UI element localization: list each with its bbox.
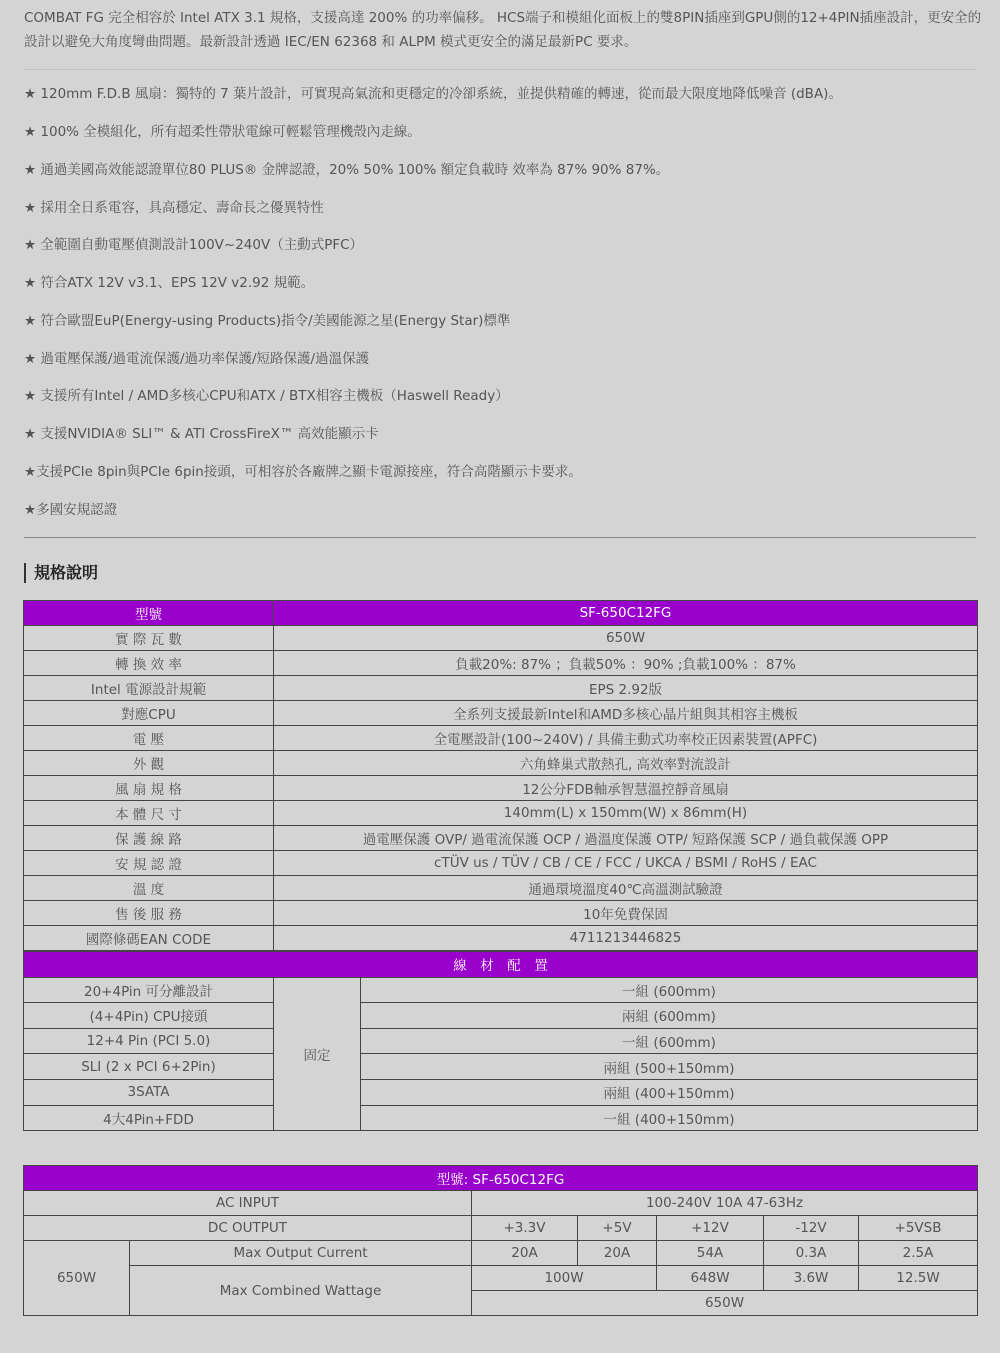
spec-label: 電 壓 xyxy=(24,726,274,751)
table-row xyxy=(24,726,978,751)
spec-label: 售 後 服 務 xyxy=(24,901,274,926)
spec-value: cTÜV us / TÜV / CB / CE / FCC / UKCA / BSMI / RoHS / EAC xyxy=(274,851,978,876)
spec-value: EPS 2.92版 xyxy=(274,676,978,701)
rail-label: -12V xyxy=(764,1216,859,1241)
table-row xyxy=(24,1079,978,1105)
rail-label: +12V xyxy=(657,1216,764,1241)
feature-item: ★ 採用全日系電容，具高穩定、壽命長之優異特性 xyxy=(24,200,324,216)
feature-item: ★ 符合歐盟EuP(Energy-using Products)指令/美國能源之星(Energy Star)標準 xyxy=(24,313,511,329)
table-row xyxy=(24,1054,978,1080)
spec-label: 保 護 線 路 xyxy=(24,826,274,851)
spec-value: 4711213446825 xyxy=(274,926,978,951)
spec-label: 實 際 瓦 數 xyxy=(24,626,274,651)
cable-header: 線 材 配 置 xyxy=(24,952,978,978)
table-row xyxy=(24,676,978,701)
spec-label: 安 規 認 證 xyxy=(24,851,274,876)
spec-header-row xyxy=(24,601,978,626)
spec-label: 外 觀 xyxy=(24,751,274,776)
spec-value: 全系列支援最新Intel和AMD多核心晶片組與其相容主機板 xyxy=(274,701,978,726)
feature-item: ★ 符合ATX 12V v3.1、EPS 12V v2.92 規範。 xyxy=(24,275,315,291)
max-current-value: 20A xyxy=(578,1241,657,1266)
feature-item: ★ 支援所有Intel / AMD多核心CPU和ATX / BTX相容主機板（Haswell Ready） xyxy=(24,388,509,404)
feature-item: ★ 過電壓保護/過電流保護/過功率保護/短路保護/過溫保護 xyxy=(24,351,370,367)
table-row xyxy=(24,651,978,676)
spec-label: 轉 換 效 率 xyxy=(24,651,274,676)
combined-total-value: 650W xyxy=(472,1291,978,1316)
table-row xyxy=(24,977,978,1003)
power-header-row xyxy=(24,1166,978,1191)
ac-input-value: 100-240V 10A 47-63Hz xyxy=(472,1191,978,1216)
feature-item: ★ 全範圍自動電壓偵測設計100V~240V（主動式PFC） xyxy=(24,237,364,253)
cable-qty: 兩組 (500+150mm) xyxy=(361,1054,978,1080)
dc-output-label: DC OUTPUT xyxy=(24,1216,472,1241)
max-current-label: Max Output Current xyxy=(130,1241,472,1266)
table-row xyxy=(24,1191,978,1216)
feature-item: ★ 100% 全模組化，所有超柔性帶狀電線可輕鬆管理機殼內走線。 xyxy=(24,124,421,140)
spec-value: 負載20%: 87% ；負載50% ：90% ;負載100% ：87% xyxy=(274,651,978,676)
combined-wattage-value: 100W xyxy=(472,1266,657,1291)
divider xyxy=(24,537,976,538)
spec-table xyxy=(23,600,978,951)
spec-value: 全電壓設計(100~240V) / 具備主動式功率校正因素裝置(APFC) xyxy=(274,726,978,751)
power-table xyxy=(23,1165,978,1316)
feature-item: ★ 支援NVIDIA® SLI™ & ATI CrossFireX™ 高效能顯示卡 xyxy=(24,426,379,442)
cable-name: SLI (2 x PCI 6+2Pin) xyxy=(24,1054,274,1080)
table-row xyxy=(24,926,978,951)
table-row xyxy=(24,1028,978,1054)
cable-qty: 一組 (400+150mm) xyxy=(361,1105,978,1131)
cable-header-row xyxy=(24,952,978,978)
section-title: 規格說明 xyxy=(24,563,98,583)
table-row xyxy=(24,626,978,651)
max-current-value: 2.5A xyxy=(859,1241,978,1266)
cable-name: 3SATA xyxy=(24,1079,274,1105)
cable-name: 4大4Pin+FDD xyxy=(24,1105,274,1131)
spec-value: 通過環境溫度40℃高溫測試驗證 xyxy=(274,876,978,901)
cable-name: 12+4 Pin (PCI 5.0) xyxy=(24,1028,274,1054)
table-row xyxy=(24,751,978,776)
spec-label: 國際條碼EAN CODE xyxy=(24,926,274,951)
table-row xyxy=(24,851,978,876)
combined-wattage-label: Max Combined Wattage xyxy=(130,1266,472,1316)
rail-label: +3.3V xyxy=(472,1216,578,1241)
spec-value: 10年免費保固 xyxy=(274,901,978,926)
wattage-label: 650W xyxy=(24,1241,130,1316)
table-row xyxy=(24,1266,978,1291)
cable-qty: 兩組 (600mm) xyxy=(361,1003,978,1029)
power-header: 型號: SF-650C12FG xyxy=(24,1166,978,1191)
ac-input-label: AC INPUT xyxy=(24,1191,472,1216)
spec-header-model: SF-650C12FG xyxy=(274,601,978,626)
table-row xyxy=(24,801,978,826)
cable-qty: 兩組 (400+150mm) xyxy=(361,1079,978,1105)
spec-value: 650W xyxy=(274,626,978,651)
table-row xyxy=(24,701,978,726)
combined-wattage-value: 3.6W xyxy=(764,1266,859,1291)
spec-header-label: 型號 xyxy=(24,601,274,626)
cable-table xyxy=(23,951,978,1131)
feature-item: ★ 120mm F.D.B 風扇：獨特的 7 葉片設計，可實現高氣流和更穩定的冷卻系統，並提供精確的轉速，從而最大限度地降低噪音 (dBA)。 xyxy=(24,86,842,102)
divider xyxy=(24,69,976,70)
table-row xyxy=(24,826,978,851)
cable-name: 20+4Pin 可分離設計 xyxy=(24,977,274,1003)
intro-paragraph: COMBAT FG 完全相容於 Intel ATX 3.1 規格，支援高達 200% 的功率偏移。 HCS端子和模組化面板上的雙8PIN插座到GPU側的12+4PIN插座設計，更安全的設計以避免大角度彎曲問題。最新設計透過 IEC/EN 62368 和 ALPM 模式更安全的滿足最新PC 要求。 xyxy=(24,10,982,50)
table-row xyxy=(24,1241,978,1266)
rail-label: +5VSB xyxy=(859,1216,978,1241)
cable-qty: 一組 (600mm) xyxy=(361,1028,978,1054)
table-row xyxy=(24,1216,978,1241)
feature-item: ★支援PCIe 8pin與PCIe 6pin接頭，可相容於各廠牌之顯卡電源接座，符合高階顯示卡要求。 xyxy=(24,464,582,480)
combined-wattage-value: 12.5W xyxy=(859,1266,978,1291)
spec-value: 過電壓保護 OVP/ 過電流保護 OCP / 過溫度保護 OTP/ 短路保護 SCP / 過負載保護 OPP xyxy=(274,826,978,851)
spec-label: Intel 電源設計規範 xyxy=(24,676,274,701)
table-row xyxy=(24,1003,978,1029)
spec-value: 140mm(L) x 150mm(W) x 86mm(H) xyxy=(274,801,978,826)
max-current-value: 0.3A xyxy=(764,1241,859,1266)
feature-item: ★多國安規認證 xyxy=(24,502,118,518)
cable-type: 固定 xyxy=(274,977,361,1131)
combined-wattage-value: 648W xyxy=(657,1266,764,1291)
cable-qty: 一組 (600mm) xyxy=(361,977,978,1003)
spec-value: 六角蜂巢式散熱孔, 高效率對流設計 xyxy=(274,751,978,776)
spec-label: 風 扇 規 格 xyxy=(24,776,274,801)
max-current-value: 20A xyxy=(472,1241,578,1266)
spec-value: 12公分FDB軸承智慧溫控靜音風扇 xyxy=(274,776,978,801)
table-row xyxy=(24,1105,978,1131)
feature-item: ★ 通過美國高效能認證單位80 PLUS® 金牌認證，20% 50% 100% 額定負載時 效率為 87% 90% 87%。 xyxy=(24,162,670,178)
table-row xyxy=(24,776,978,801)
spec-label: 本 體 尺 寸 xyxy=(24,801,274,826)
table-row xyxy=(24,901,978,926)
spec-label: 溫 度 xyxy=(24,876,274,901)
table-row xyxy=(24,876,978,901)
cable-name: (4+4Pin) CPU接頭 xyxy=(24,1003,274,1029)
spec-label: 對應CPU xyxy=(24,701,274,726)
max-current-value: 54A xyxy=(657,1241,764,1266)
rail-label: +5V xyxy=(578,1216,657,1241)
